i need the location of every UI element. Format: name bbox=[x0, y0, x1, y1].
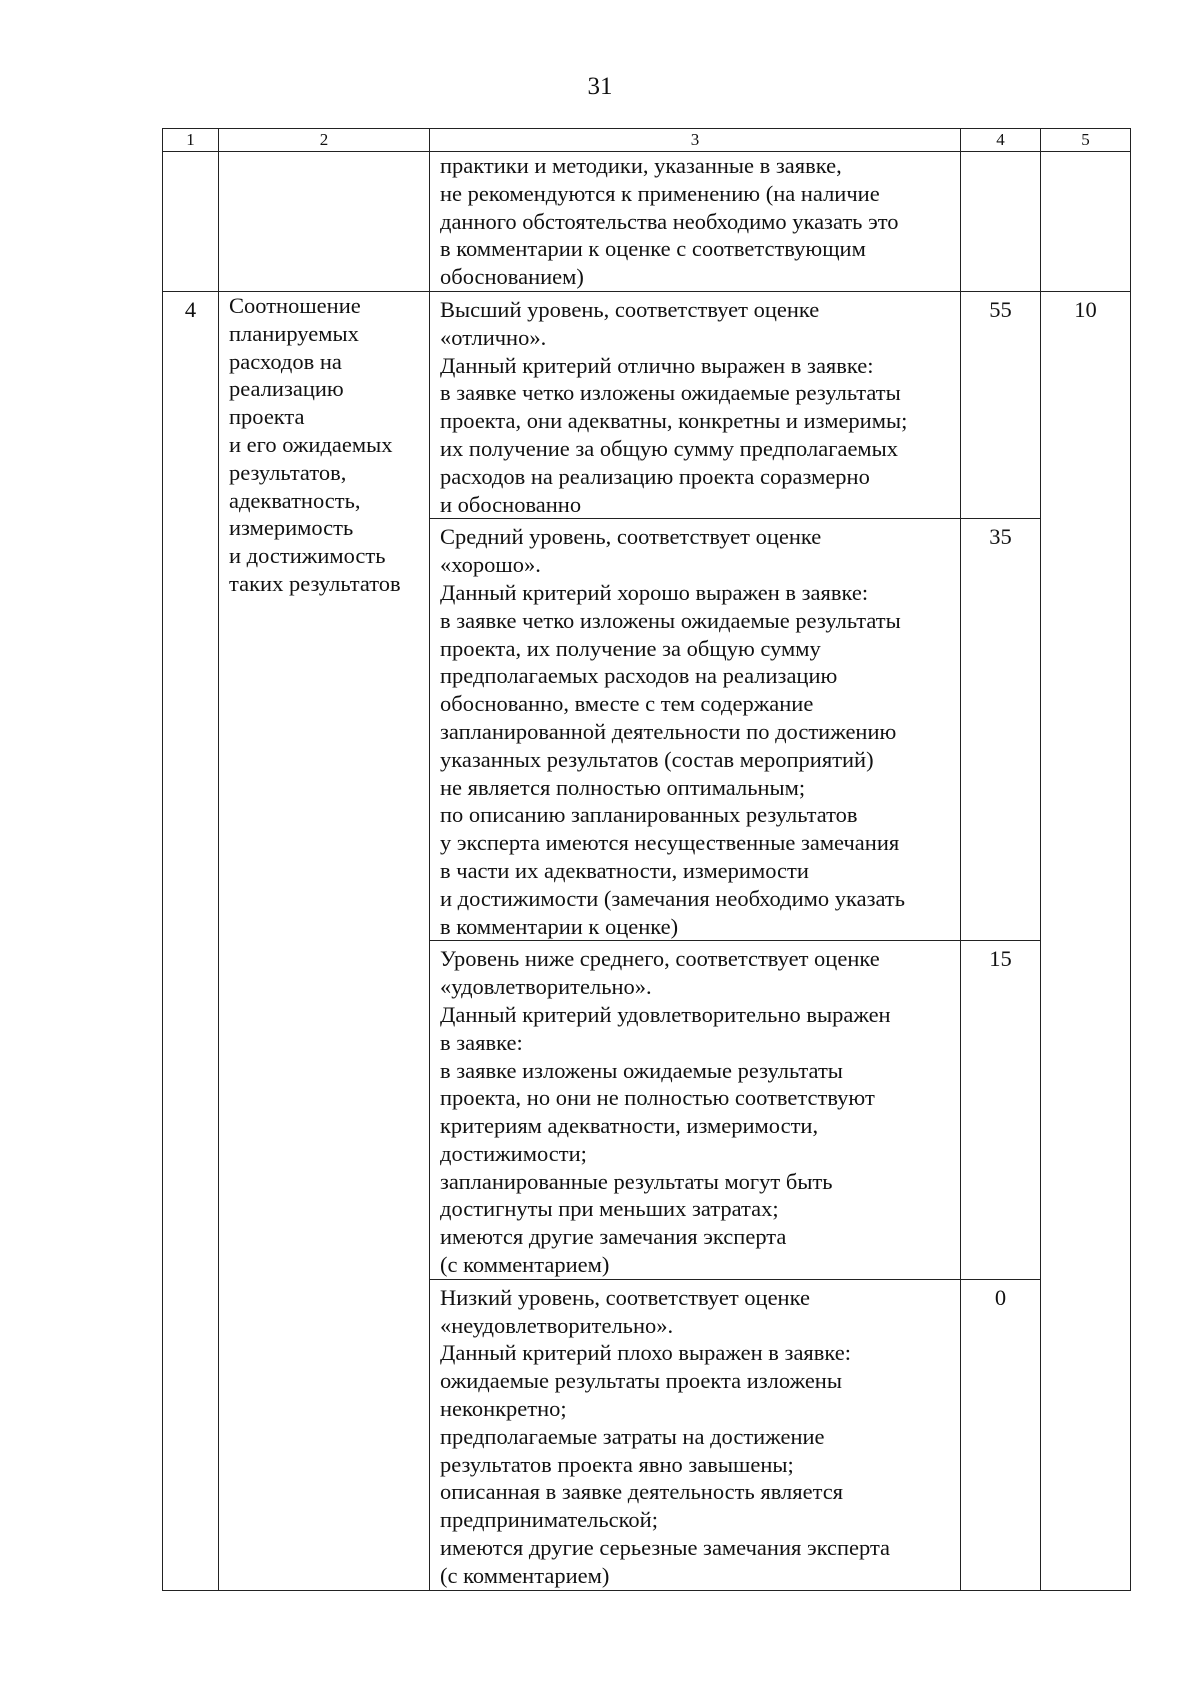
level-line: «удовлетворительно». bbox=[440, 974, 652, 1000]
criterion-name-line: результатов, bbox=[229, 459, 347, 485]
criterion-name-cell bbox=[219, 291, 430, 1590]
level-line: обоснованно, вместе с тем содержание bbox=[440, 691, 814, 717]
level-line: предполагаемые затраты на достижение bbox=[440, 1423, 825, 1449]
table-header-row bbox=[163, 129, 1131, 152]
level-line: в заявке изложены ожидаемые результаты bbox=[440, 1057, 843, 1083]
level-line: в заявке четко изложены ожидаемые результаты bbox=[440, 607, 901, 633]
level-description-below-medium bbox=[430, 941, 961, 1280]
level-line: Уровень ниже среднего, соответствует оценке bbox=[440, 946, 880, 972]
level-line: Данный критерий плохо выражен в заявке: bbox=[440, 1340, 852, 1366]
level-line: запланированной деятельности по достижению bbox=[440, 718, 897, 744]
level-line: результатов проекта явно завышены; bbox=[440, 1451, 794, 1477]
criterion-name-line: реализацию bbox=[229, 376, 344, 402]
criterion-name-line: измеримость bbox=[229, 515, 354, 541]
criterion-number: 4 bbox=[163, 291, 219, 1590]
continuation-description-cell bbox=[430, 152, 961, 292]
continuation-score-cell bbox=[961, 152, 1041, 292]
level-line: неконкретно; bbox=[440, 1396, 567, 1422]
header-cell-5: 5 bbox=[1041, 129, 1131, 152]
level-line: предпринимательской; bbox=[440, 1507, 658, 1533]
level-score-high: 55 bbox=[961, 291, 1041, 518]
level-line: не является полностью оптимальным; bbox=[440, 774, 806, 800]
level-description-high bbox=[430, 291, 961, 518]
continuation-line: данного обстоятельства необходимо указать это bbox=[440, 208, 899, 234]
level-line: «хорошо». bbox=[440, 552, 541, 578]
continuation-number-cell bbox=[163, 152, 219, 292]
level-line: достигнуты при меньших затратах; bbox=[440, 1196, 779, 1222]
criterion-name-line: проекта bbox=[229, 404, 305, 430]
level-description-medium bbox=[430, 519, 961, 941]
level-line: «неудовлетворительно». bbox=[440, 1312, 674, 1338]
continuation-line: обоснованием) bbox=[440, 264, 584, 290]
header-cell-4: 4 bbox=[961, 129, 1041, 152]
level-score-medium: 35 bbox=[961, 519, 1041, 941]
level-line: и обоснованно bbox=[440, 491, 582, 517]
level-line: в заявке: bbox=[440, 1029, 523, 1055]
header-cell-2: 2 bbox=[219, 129, 430, 152]
level-line: Низкий уровень, соответствует оценке bbox=[440, 1284, 810, 1310]
page-number: 31 bbox=[587, 73, 613, 100]
level-line: проекта, они адекватны, конкретны и измеримы; bbox=[440, 408, 908, 434]
level-line: в комментарии к оценке) bbox=[440, 913, 679, 939]
level-line: ожидаемые результаты проекта изложены bbox=[440, 1368, 842, 1394]
continuation-weight-cell bbox=[1041, 152, 1131, 292]
level-score-low: 0 bbox=[961, 1279, 1041, 1590]
criterion-name-line: адекватность, bbox=[229, 487, 361, 513]
level-line: их получение за общую сумму предполагаемых bbox=[440, 435, 899, 461]
level-line: и достижимости (замечания необходимо указать bbox=[440, 885, 905, 911]
criterion-weight: 10 bbox=[1041, 291, 1131, 1590]
criteria-table bbox=[162, 128, 1131, 1591]
criterion-name-line: Соотношение bbox=[229, 292, 361, 318]
continuation-row bbox=[163, 152, 1131, 292]
level-line: (с комментарием) bbox=[440, 1252, 610, 1278]
continuation-line: практики и методики, указанные в заявке, bbox=[440, 153, 842, 178]
level-line: достижимости; bbox=[440, 1140, 587, 1166]
level-line: предполагаемых расходов на реализацию bbox=[440, 663, 838, 689]
level-line: имеются другие замечания эксперта bbox=[440, 1224, 787, 1250]
level-description-low bbox=[430, 1279, 961, 1590]
level-line: указанных результатов (состав мероприятий) bbox=[440, 746, 874, 772]
continuation-line: в комментарии к оценке с соответствующим bbox=[440, 236, 866, 262]
header-cell-1: 1 bbox=[163, 129, 219, 152]
level-line: имеются другие серьезные замечания эксперта bbox=[440, 1535, 891, 1561]
level-line: Данный критерий удовлетворительно выражен bbox=[440, 1001, 891, 1027]
criterion-name-line: и его ожидаемых bbox=[229, 431, 393, 457]
level-line: Высший уровень, соответствует оценке bbox=[440, 296, 820, 322]
level-line: по описанию запланированных результатов bbox=[440, 802, 858, 828]
criterion-name-line: таких результатов bbox=[229, 570, 401, 596]
level-line: у эксперта имеются несущественные замечания bbox=[440, 830, 900, 856]
level-score-below-medium: 15 bbox=[961, 941, 1041, 1280]
criterion-name-line: планируемых bbox=[229, 320, 359, 346]
header-cell-3: 3 bbox=[430, 129, 961, 152]
continuation-name-cell bbox=[219, 152, 430, 292]
level-line: Данный критерий хорошо выражен в заявке: bbox=[440, 579, 869, 605]
level-line: расходов на реализацию проекта соразмерно bbox=[440, 463, 870, 489]
level-line: (с комментарием) bbox=[440, 1562, 610, 1588]
criterion-name-line: и достижимость bbox=[229, 543, 386, 569]
level-line: в части их адекватности, измеримости bbox=[440, 857, 809, 883]
level-line: описанная в заявке деятельность является bbox=[440, 1479, 844, 1505]
level-line: запланированные результаты могут быть bbox=[440, 1168, 833, 1194]
level-line: проекта, их получение за общую сумму bbox=[440, 635, 821, 661]
level-line: Данный критерий отлично выражен в заявке: bbox=[440, 352, 874, 378]
level-line: Средний уровень, соответствует оценке bbox=[440, 524, 822, 550]
level-line: проекта, но они не полностью соответствуют bbox=[440, 1085, 875, 1111]
level-line: «отлично». bbox=[440, 324, 547, 350]
criterion-row-high bbox=[163, 291, 1131, 518]
level-line: критериям адекватности, измеримости, bbox=[440, 1113, 819, 1139]
level-line: в заявке четко изложены ожидаемые результаты bbox=[440, 380, 901, 406]
criterion-name-line: расходов на bbox=[229, 348, 342, 374]
continuation-line: не рекомендуются к применению (на наличие bbox=[440, 180, 880, 206]
